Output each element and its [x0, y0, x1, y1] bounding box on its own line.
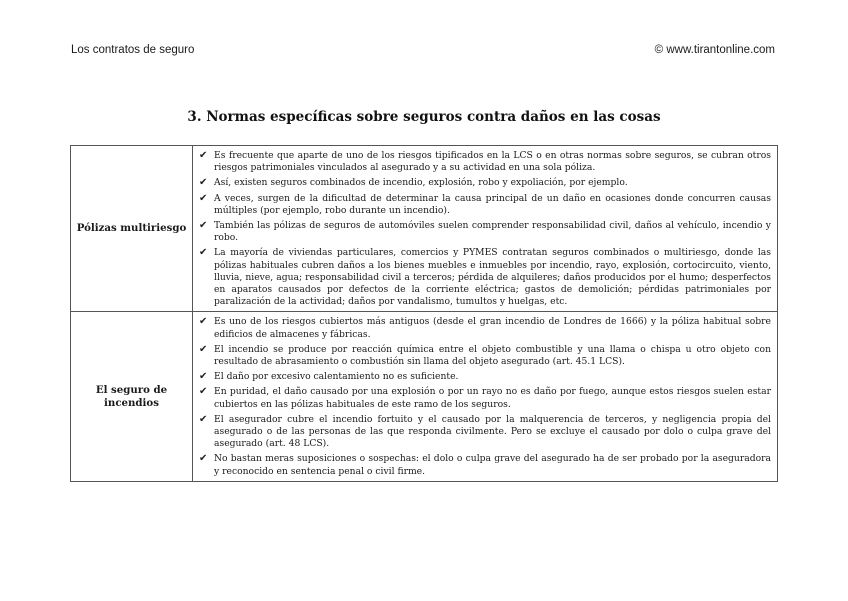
list-item — [199, 177, 771, 189]
row-label: Pólizas multiriesgo — [71, 146, 193, 312]
check-mark-icon: ✔ — [199, 220, 208, 232]
section-title: 3. Normas específicas sobre seguros contra daños en las cosas — [187, 109, 661, 125]
running-header-right: © www.tirantonline.com — [654, 44, 775, 56]
bullet-list — [199, 150, 771, 308]
check-mark-icon: ✔ — [199, 192, 208, 204]
list-item — [199, 371, 771, 383]
list-item — [199, 220, 771, 244]
list-item-text: El incendio se produce por reacción química entre el objeto combustible y una llama o chispa u otro objeto con resultado de abrasamiento o combustión sin llama del objeto asegurado (art. 45.1 LCS). — [214, 343, 771, 368]
running-header-left: Los contratos de seguro — [71, 44, 195, 56]
row-label: El seguro de incendios — [71, 312, 193, 481]
list-item-text: A veces, surgen de la dificultad de determinar la causa principal de un daño en ocasiones donde concurren causas múltiples (por ejemplo, robo durante un incendio). — [214, 192, 771, 216]
list-item — [199, 414, 771, 451]
list-item — [199, 316, 771, 340]
check-mark-icon: ✔ — [199, 371, 208, 383]
list-item-text: Así, existen seguros combinados de incendio, explosión, robo y expoliación, por ejemplo. — [214, 177, 628, 189]
list-item — [199, 386, 771, 410]
check-mark-icon: ✔ — [199, 150, 208, 161]
list-item-text: No bastan meras suposiciones o sospechas: el dolo o culpa grave del asegurado ha de ser probado por la aseguradora y reconocido en sentencia penal o civil firme. — [214, 453, 771, 477]
list-item — [199, 150, 771, 174]
list-item-text: También las pólizas de seguros de automóviles suelen comprender responsabilidad civil, daños al vehículo, incendio y robo. — [214, 220, 771, 244]
list-item — [199, 193, 771, 217]
row-content — [193, 146, 778, 312]
row-content — [193, 312, 778, 481]
list-item-text: Es uno de los riesgos cubiertos más antiguos (desde el gran incendio de Londres de 1666) y la póliza habitual sobre edificios de almacenes y fábricas. — [214, 316, 771, 340]
list-item — [199, 453, 771, 477]
table-row — [71, 312, 778, 481]
check-mark-icon: ✔ — [199, 343, 208, 355]
bullet-list — [199, 316, 771, 477]
table-row — [71, 146, 778, 312]
check-mark-icon: ✔ — [199, 413, 208, 425]
list-item — [199, 344, 771, 368]
check-mark-icon: ✔ — [199, 453, 208, 465]
check-mark-icon: ✔ — [199, 316, 208, 328]
list-item — [199, 247, 771, 308]
list-item-text: El asegurador cubre el incendio fortuito y el causado por la malquerencia de terceros, y negligencia propia del asegurado o de las personas de las que responda civilmente. Pero se excluye el causado por dolo o culpa grave del asegurado (art. 48 LCS). — [214, 413, 771, 450]
list-item-text: El daño por excesivo calentamiento no es suficiente. — [214, 371, 459, 383]
list-item-text: En puridad, el daño causado por una explosión o por un rayo no es daño por fuego, aunque estos riesgos suelen estar cubiertos en las pólizas habituales de este ramo de los seguros. — [214, 386, 771, 410]
insurance-rules-table — [70, 145, 778, 482]
check-mark-icon: ✔ — [199, 177, 208, 189]
check-mark-icon: ✔ — [199, 247, 208, 259]
list-item-text: La mayoría de viviendas particulares, comercios y PYMES contratan seguros combinados o multiriesgo, donde las pólizas habituales cubren daños a los bienes muebles e inmuebles por incendio, rayo, explosión, cortocircuito, viento, lluvia, nieve, agua; responsabilidad civil a terceros; pérdida de alquileres; daños producidos por el humo; desperfectos en aparatos causados por defectos de la corriente eléctrica; gastos de demolición; pérdidas patrimoniales por paralización de la actividad; daños por vandalismo, tumultos y huelgas, etc. — [214, 247, 771, 308]
list-item-text: Es frecuente que aparte de uno de los riesgos tipificados en la LCS o en otras normas sobre seguros, se cubran otros riesgos patrimoniales vinculados al asegurado y a su actividad en una sola póliza. — [214, 150, 771, 174]
check-mark-icon: ✔ — [199, 386, 208, 398]
